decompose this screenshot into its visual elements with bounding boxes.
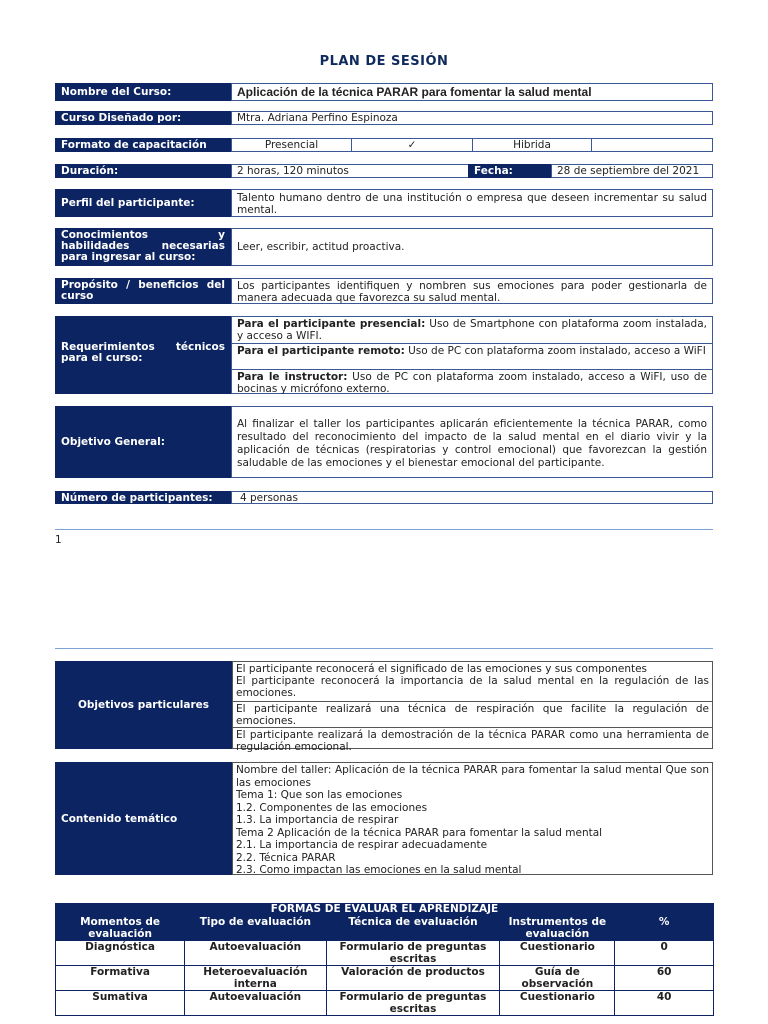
footer-divider <box>55 529 713 530</box>
particular-objective-item: El participante realizará la demostración de la técnica PARAR como una herramienta de regulación emocional. <box>236 729 709 753</box>
particular-objective-item: El participante realizará una técnica de respiración que facilite la regulación de emociones. <box>233 702 712 728</box>
particular-objectives-label: Objetivos particulares <box>55 661 232 749</box>
format-empty-cell <box>591 138 713 152</box>
participants-label: Número de participantes: <box>55 491 231 504</box>
date-value: 28 de septiembre del 2021 <box>551 164 713 178</box>
table-row <box>56 991 714 1016</box>
date-label: Fecha: <box>468 164 551 178</box>
evaluation-cell: Cuestionario <box>500 941 615 966</box>
requirement-item: Para le instructor: Uso de PC con plataforma zoom instalado, acceso a WiFI, uso de bocinas y micrófono externo. <box>237 371 708 395</box>
general-objective-value: Al finalizar el taller los participantes aplicarán eficientemente la técnica PARAR, como resultado del reconocimiento del impacto de la salud mental en el diario vivir y la aplicación de técnicas (respiratorias y control emocional) que favorezcan la gestión saludable de las emociones y el bienestar emocional del participante. <box>231 406 713 478</box>
evaluation-header: % <box>615 916 714 941</box>
course-name-value: Aplicación de la técnica PARAR para fomentar la salud mental <box>231 83 713 101</box>
thematic-line: 1.3. La importancia de respirar <box>236 814 399 826</box>
evaluation-header: Técnica de evaluación <box>326 916 500 941</box>
evaluation-header: Momentos de evaluación <box>56 916 185 941</box>
evaluation-cell: Formulario de preguntas escritas <box>326 991 500 1016</box>
table-row <box>56 966 714 991</box>
evaluation-cell: Formativa <box>56 966 185 991</box>
profile-value: Talento humano dentro de una institución o empresa que deseen incrementar su salud mental. <box>231 189 713 217</box>
evaluation-cell: 0 <box>615 941 714 966</box>
profile-label: Perfil del participante: <box>55 189 231 217</box>
evaluation-cell: Autoevaluación <box>185 991 326 1016</box>
knowledge-value: Leer, escribir, actitud proactiva. <box>231 228 713 266</box>
format-label: Formato de capacitación <box>55 138 231 152</box>
duration-label: Duración: <box>55 164 231 178</box>
evaluation-cell: Cuestionario <box>500 991 615 1016</box>
evaluation-cell: Guía de observación <box>500 966 615 991</box>
requirements-label: Requerimientos técnicos para el curso: <box>55 316 231 394</box>
purpose-value: Los participantes identifiquen y nombren sus emociones para poder gestionarla de manera adecuada que favorezca su salud mental. <box>231 278 713 304</box>
designer-label: Curso Diseñado por: <box>55 111 231 125</box>
course-name-label: Nombre del Curso: <box>55 83 231 101</box>
format-option-presencial: Presencial <box>231 138 352 152</box>
page-title: PLAN DE SESIÓN <box>319 54 449 69</box>
evaluation-header: Tipo de evaluación <box>185 916 326 941</box>
thematic-line: Tema 2 Aplicación de la técnica PARAR para fomentar la salud mental <box>236 826 603 839</box>
duration-value: 2 horas, 120 minutos <box>231 164 468 178</box>
check-icon: ✓ <box>351 138 473 152</box>
evaluation-cell: 60 <box>615 966 714 991</box>
evaluation-cell: Sumativa <box>56 991 185 1016</box>
knowledge-label: Conocimientos y habilidades necesarias para ingresar al curso: <box>55 228 231 266</box>
evaluation-title: FORMAS DE EVALUAR EL APRENDIZAJE <box>56 904 714 916</box>
thematic-line: 2.1. La importancia de respirar adecuadamente <box>236 839 488 851</box>
requirement-item: Para el participante presencial: Uso de Smartphone con plataforma zoom instalada, y acceso a WIFI. <box>232 317 712 344</box>
thematic-line: Nombre del taller: Aplicación de la técnica PARAR para fomentar la salud mental Que son las emociones <box>236 764 709 789</box>
thematic-content-list <box>232 762 713 875</box>
designer-value: Mtra. Adriana Perfino Espinoza <box>231 111 713 125</box>
purpose-label: Propósito / beneficios del curso <box>55 278 231 304</box>
thematic-content-label: Contenido temático <box>55 762 232 875</box>
thematic-line: 1.2. Componentes de las emociones <box>236 801 428 814</box>
table-row <box>56 941 714 966</box>
thematic-line: 2.3. Como impactan las emociones en la salud mental <box>236 864 522 876</box>
particular-objective-item: El participante reconocerá el significado de las emociones y sus componentes El participante reconocerá la importancia de la salud mental en la regulación de las emociones. <box>233 662 712 702</box>
header-divider <box>55 648 713 649</box>
evaluation-cell: 40 <box>615 991 714 1016</box>
evaluation-cell: Heteroevaluación interna <box>185 966 326 991</box>
evaluation-cell: Diagnóstica <box>56 941 185 966</box>
general-objective-label: Objetivo General: <box>55 406 231 478</box>
format-option-hibrida: Hibrida <box>472 138 592 152</box>
participants-value: 4 personas <box>231 491 713 504</box>
evaluation-cell: Autoevaluación <box>185 941 326 966</box>
requirements-list <box>231 316 713 394</box>
evaluation-table <box>55 903 714 1016</box>
evaluation-header: Instrumentos de evaluación <box>500 916 615 941</box>
thematic-line: Tema 1: Que son las emociones <box>236 789 403 801</box>
page-number: 1 <box>55 534 62 546</box>
evaluation-cell: Valoración de productos <box>326 966 500 991</box>
thematic-line: 2.2. Técnica PARAR <box>236 851 336 864</box>
evaluation-cell: Formulario de preguntas escritas <box>326 941 500 966</box>
requirement-item: Para el participante remoto: Uso de PC con plataforma zoom instalado, acceso a WiFI <box>232 344 712 370</box>
particular-objectives-list <box>232 661 713 753</box>
